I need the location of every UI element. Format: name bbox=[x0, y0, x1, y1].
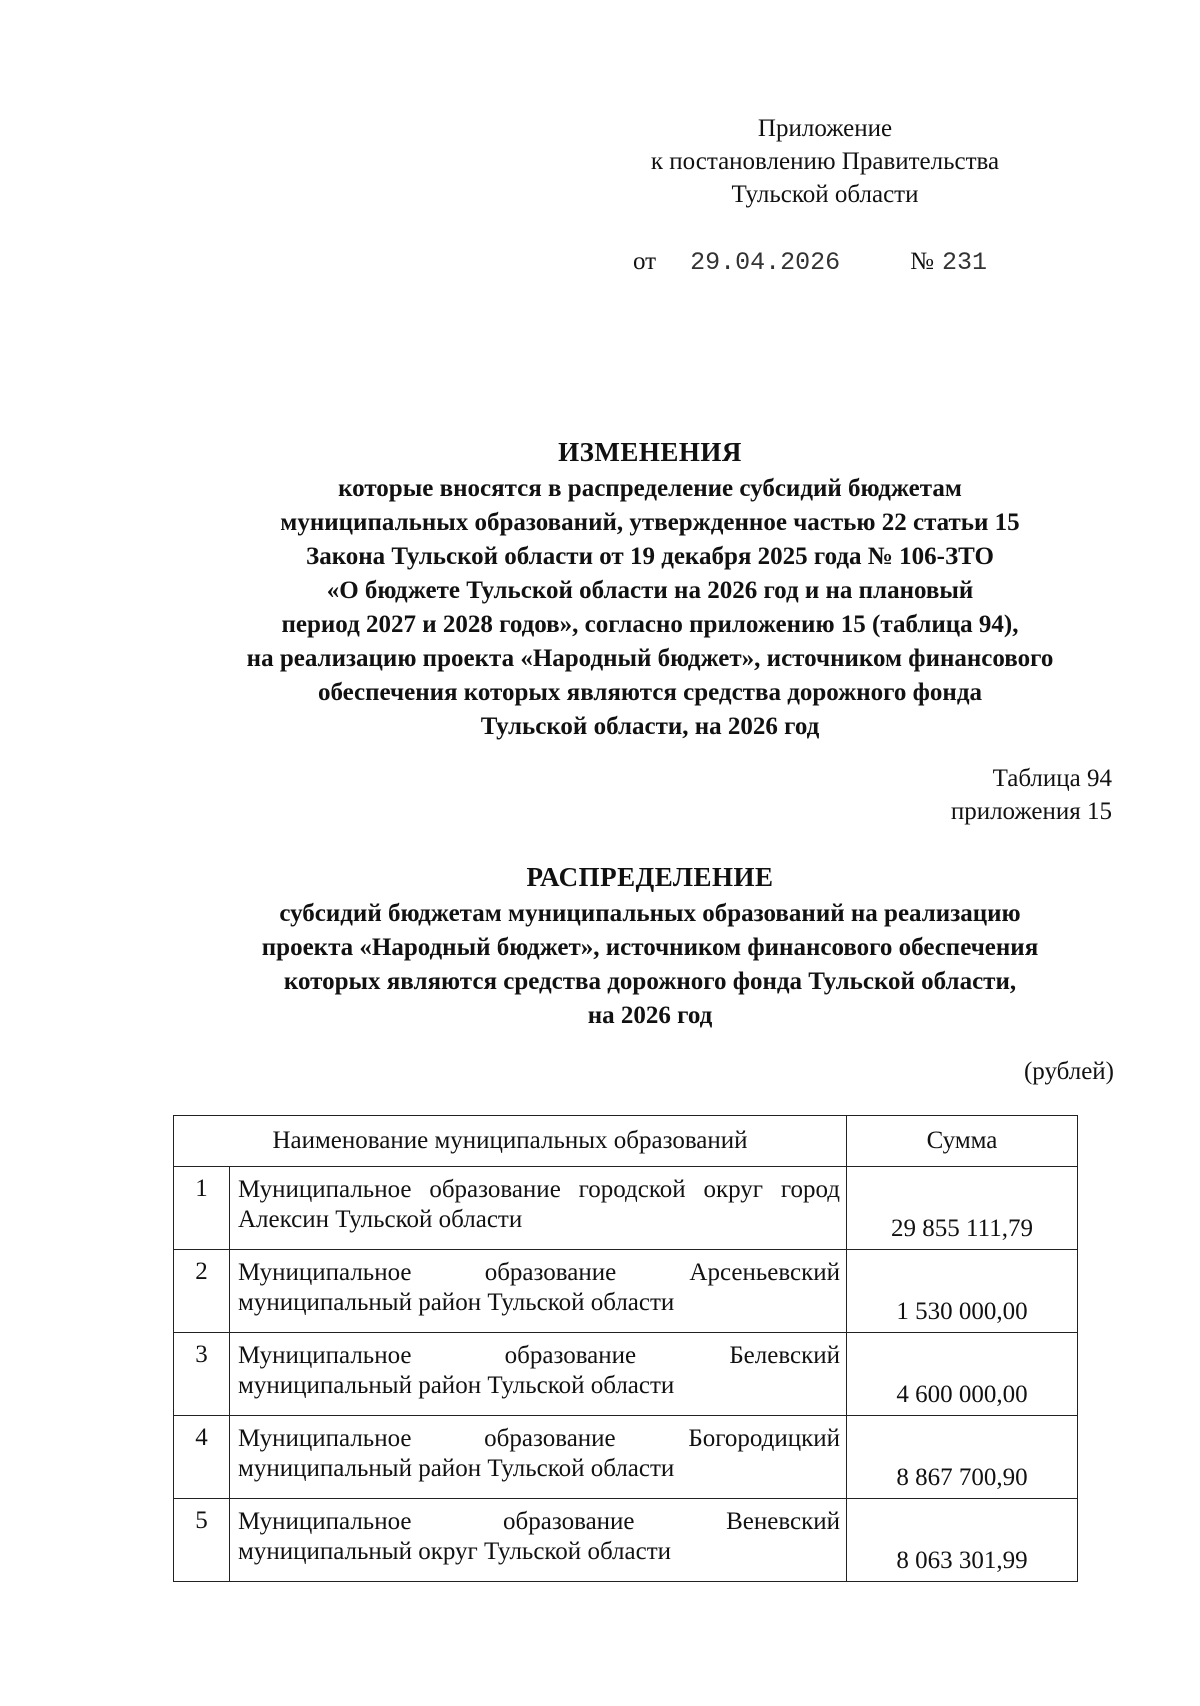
currency-unit: (рублей) bbox=[1023, 1058, 1114, 1085]
date-prefix: от bbox=[633, 248, 657, 275]
table-reference bbox=[951, 762, 1112, 828]
row-number: 5 bbox=[174, 1499, 230, 1582]
approval-line-3: Тульской области bbox=[731, 181, 919, 208]
number-prefix: № bbox=[910, 248, 934, 275]
changes-line: Тульской области, на 2026 год bbox=[480, 713, 820, 740]
table-row bbox=[174, 1167, 1078, 1250]
changes-description bbox=[150, 472, 1150, 744]
changes-line: период 2027 и 2028 годов», согласно приложению 15 (таблица 94), bbox=[281, 611, 1019, 638]
approval-stamp bbox=[600, 112, 1050, 211]
subsidy-sum: 8 867 700,90 bbox=[847, 1416, 1078, 1499]
row-number: 2 bbox=[174, 1250, 230, 1333]
distribution-title: РАСПРЕДЕЛЕНИЕ bbox=[526, 862, 774, 892]
table-ref-line-2: приложения 15 bbox=[950, 798, 1112, 825]
table-row bbox=[174, 1250, 1078, 1333]
distribution-line: на 2026 год bbox=[587, 1002, 713, 1029]
municipality-name: Муниципальное образование городской округ город Алексин Тульской области bbox=[230, 1167, 847, 1250]
subsidy-sum: 29 855 111,79 bbox=[847, 1167, 1078, 1250]
document-date: 29.04.2026 bbox=[690, 248, 841, 277]
distribution-line: субсидий бюджетам муниципальных образований на реализацию bbox=[279, 900, 1021, 927]
distribution-table bbox=[173, 1115, 1078, 1582]
changes-line: муниципальных образований, утвержденное частью 22 статьи 15 bbox=[280, 509, 1020, 536]
row-number: 4 bbox=[174, 1416, 230, 1499]
table-row bbox=[174, 1333, 1078, 1416]
registration-line bbox=[633, 248, 987, 277]
row-number: 1 bbox=[174, 1167, 230, 1250]
table-row bbox=[174, 1416, 1078, 1499]
municipality-name: Муниципальное образование Белевский муниципальный район Тульской области bbox=[230, 1333, 847, 1416]
changes-title: ИЗМЕНЕНИЯ bbox=[558, 437, 742, 467]
changes-line: Закона Тульской области от 19 декабря 2025 года № 106-ЗТО bbox=[306, 543, 994, 570]
subsidy-sum: 4 600 000,00 bbox=[847, 1333, 1078, 1416]
changes-line: обеспечения которых являются средства дорожного фонда bbox=[317, 679, 982, 706]
document-number: 231 bbox=[942, 248, 988, 277]
distribution-line: которых являются средства дорожного фонда Тульской области, bbox=[283, 968, 1017, 995]
municipality-name: Муниципальное образование Богородицкий муниципальный район Тульской области bbox=[230, 1416, 847, 1499]
header-sum: Сумма bbox=[847, 1116, 1078, 1167]
table-ref-line-1: Таблица 94 bbox=[992, 765, 1112, 792]
distribution-description bbox=[150, 897, 1150, 1033]
changes-line: которые вносятся в распределение субсидий бюджетам bbox=[338, 475, 962, 502]
approval-line-2: к постановлению Правительства bbox=[650, 148, 1000, 175]
approval-line-1: Приложение bbox=[757, 115, 893, 142]
header-municipality-name: Наименование муниципальных образований bbox=[174, 1116, 847, 1167]
subsidy-sum: 8 063 301,99 bbox=[847, 1499, 1078, 1582]
municipality-name: Муниципальное образование Арсеньевский муниципальный район Тульской области bbox=[230, 1250, 847, 1333]
changes-line: на реализацию проекта «Народный бюджет», источником финансового bbox=[246, 645, 1054, 672]
subsidy-sum: 1 530 000,00 bbox=[847, 1250, 1078, 1333]
table-row bbox=[174, 1499, 1078, 1582]
row-number: 3 bbox=[174, 1333, 230, 1416]
distribution-line: проекта «Народный бюджет», источником финансового обеспечения bbox=[261, 934, 1039, 961]
municipality-name: Муниципальное образование Веневский муниципальный округ Тульской области bbox=[230, 1499, 847, 1582]
changes-line: «О бюджете Тульской области на 2026 год и на плановый bbox=[326, 577, 974, 604]
table-header-row bbox=[174, 1116, 1078, 1167]
